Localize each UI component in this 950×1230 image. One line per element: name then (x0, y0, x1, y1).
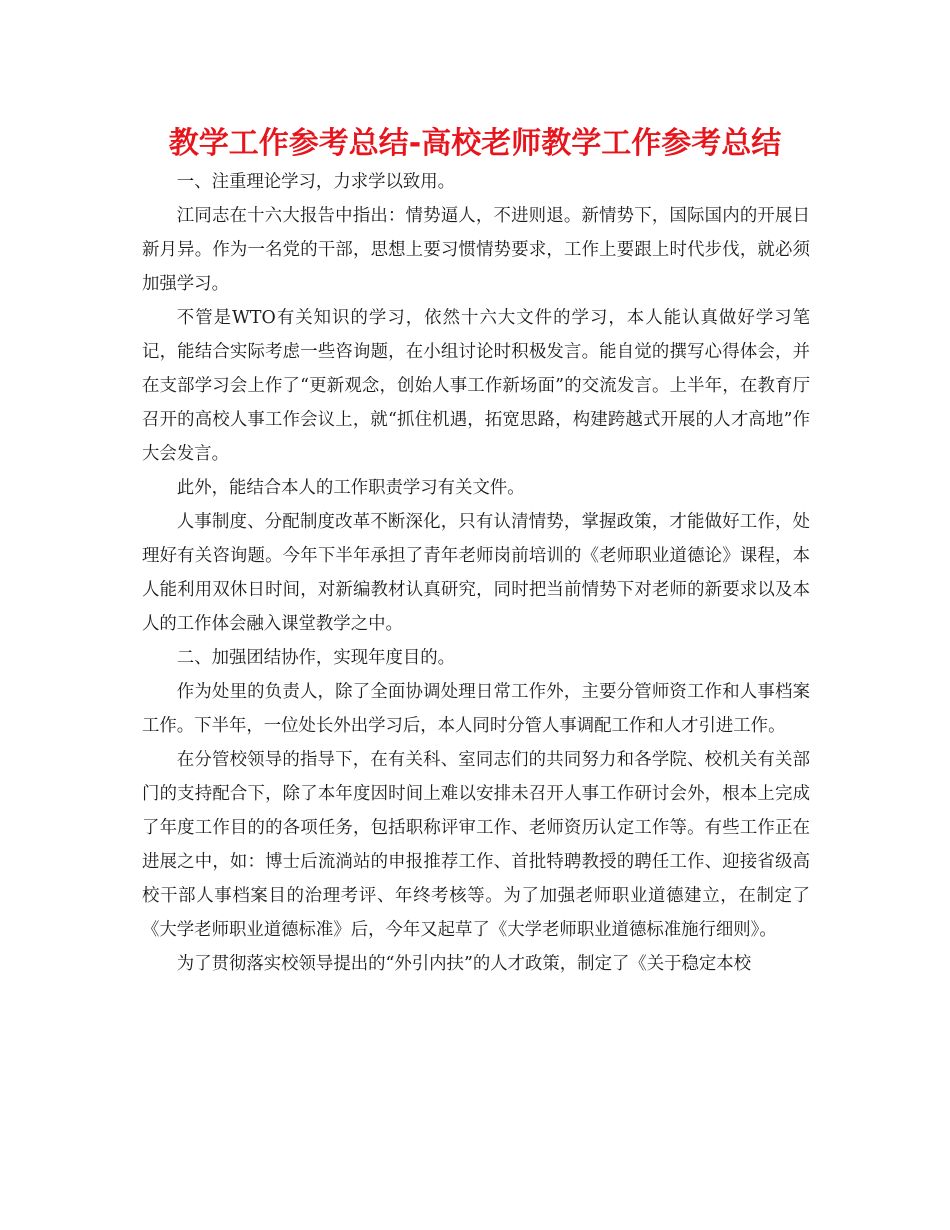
paragraph: 不管是WTO有关知识的学习，依然十六大文件的学习，本人能认真做好学习笔记，能结合实际考虑一些咨询题，在小组讨论时积极发言。能自觉的撰写心得体会，并在支部学习会上作了“更新观念，创始人事工作新场面”的交流发言。上半年，在教育厅召开的高校人事工作会议上，就“抓住机遇，拓宽思路，构建跨越式开展的人才高地”作大会发言。 (142, 308, 810, 464)
paragraph-section-heading-1: 一、注重理论学习，力求学以致用。 (176, 172, 456, 192)
paragraph: 为了贯彻落实校领导提出的“外引内扶”的人才政策，制定了《关于稳定本校 (176, 954, 752, 974)
paragraph: 此外，能结合本人的工作职责学习有关文件。 (176, 478, 525, 498)
paragraph-section-heading-2: 二、加强团结协作，实现年度目的。 (176, 648, 456, 668)
paragraph: 在分管校领导的指导下，在有关科、室同志们的共同努力和各学院、校机关有关部门的支持配合下，除了本年度因时间上难以安排未召开人事工作研讨会外，根本上完成了年度工作目的的各项任务，包括职称评审工作、老师资历认定工作等。有些工作正在进展之中，如：博士后流淌站的申报推荐工作、首批特聘教授的聘任工作、迎接省级高校干部人事档案目的治理考评、年终考核等。为了加强老师职业道德建立，在制定了《大学老师职业道德标准》后，今年又起草了《大学老师职业道德标准施行细则》。 (142, 750, 810, 940)
document-body (142, 165, 810, 981)
document-title: 教学工作参考总结-高校老师教学工作参考总结 (168, 126, 782, 161)
paragraph: 江同志在十六大报告中指出：情势逼人，不进则退。新情势下，国际国内的开展日新月异。作为一名党的干部，思想上要习惯情势要求，工作上要跟上时代步伐，就必须加强学习。 (142, 206, 810, 294)
paragraph: 作为处里的负责人，除了全面协调处理日常工作外，主要分管师资工作和人事档案工作。下半年，一位处长外出学习后，本人同时分管人事调配工作和人才引进工作。 (142, 682, 810, 736)
paragraph: 人事制度、分配制度改革不断深化，只有认清情势，掌握政策，才能做好工作，处理好有关咨询题。今年下半年承担了青年老师岗前培训的《老师职业道德论》课程，本人能利用双休日时间，对新编教材认真研究，同时把当前情势下对老师的新要求以及本人的工作体会融入课堂教学之中。 (142, 512, 810, 634)
